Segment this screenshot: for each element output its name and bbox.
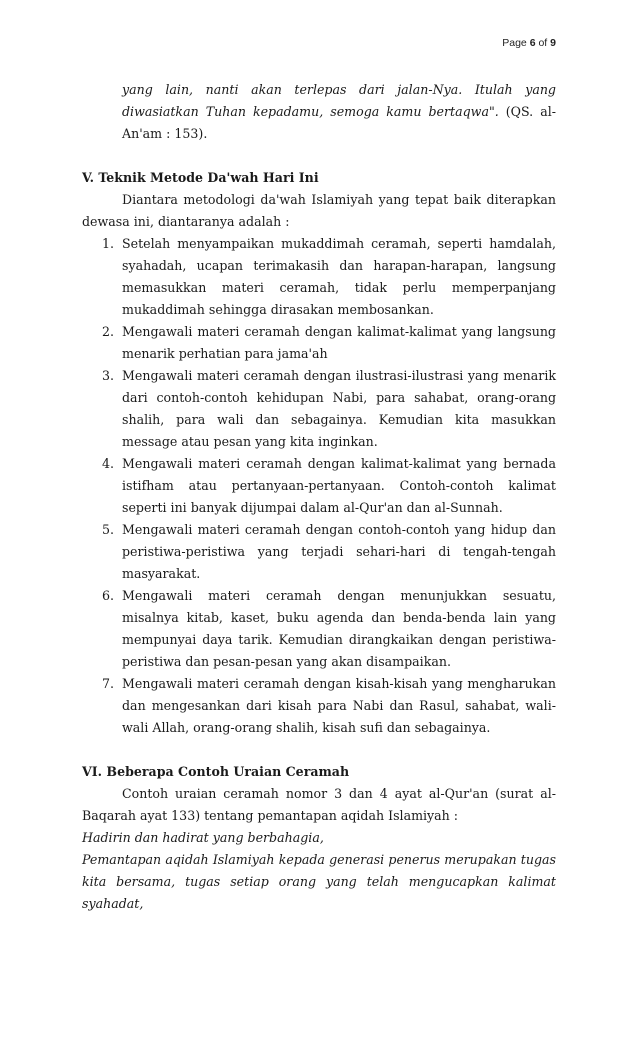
list-item-text: Mengawali materi ceramah dengan ilustrasi-ilustrasi yang menarik dari contoh-contoh kehidupan Nabi, para sahabat, orang-orang shalih, para wali dan sebagainya. Kemudian kita masukkan message atau pesan yang kita inginkan.	[122, 368, 556, 449]
list-item	[82, 519, 556, 585]
list-item	[82, 453, 556, 519]
list-item-number: 7.	[102, 676, 115, 691]
list-item	[82, 673, 556, 739]
list-item-text: Mengawali materi ceramah dengan kisah-kisah yang mengharukan dan mengesankan dari kisah para Nabi dan Rasul, sahabat, wali-wali Allah, orang-orang shalih, kisah sufi dan sebagainya.	[122, 676, 556, 735]
section-5-heading: V. Teknik Metode Da'wah Hari Ini	[82, 170, 319, 185]
list-item-number: 2.	[102, 324, 115, 339]
section-5-intro: Diantara metodologi da'wah Islamiyah yang tepat baik diterapkan dewasa ini, diantaranya adalah :	[82, 192, 556, 229]
list-item-number: 1.	[102, 236, 115, 251]
list-item-text: Mengawali materi ceramah dengan contoh-contoh yang hidup dan peristiwa-peristiwa yang terjadi sehari-hari di tengah-tengah masyarakat.	[122, 522, 556, 581]
page-number-prefix: Page	[502, 37, 527, 49]
list-item-text: Mengawali materi ceramah dengan menunjukkan sesuatu, misalnya kitab, kaset, buku agenda dan benda-benda lain yang mempunyai daya tarik. Kemudian dirangkaikan dengan peristiwa-peristiwa dan pesan-pesan yang akan disampaikan.	[122, 588, 556, 669]
list-item	[82, 233, 556, 321]
list-item-number: 4.	[102, 456, 115, 471]
list-item-number: 5.	[102, 522, 115, 537]
list-item	[82, 365, 556, 453]
quote-citation: (QS. al-An'am : 153).	[122, 104, 556, 141]
list-item-text: Mengawali materi ceramah dengan kalimat-kalimat yang langsung menarik perhatian para jama'ah	[122, 324, 556, 361]
quote-text: yang lain, nanti akan terlepas dari jalan-Nya. Itulah yang diwasiatkan Tuhan kepadamu, semoga kamu bertaqwa".	[122, 82, 556, 119]
page-number-of: of	[538, 37, 548, 49]
page-number-current: 6	[529, 37, 536, 49]
page-number-total: 9	[550, 37, 556, 49]
quote-paragraph	[82, 79, 556, 145]
page-content	[82, 79, 556, 915]
list-item-number: 6.	[102, 588, 115, 603]
list-item	[82, 321, 556, 365]
section-6-heading: VI. Beberapa Contoh Uraian Ceramah	[82, 764, 350, 779]
page-number	[502, 37, 556, 49]
sermon-body: Pemantapan aqidah Islamiyah kepada generasi penerus merupakan tugas kita bersama, tugas setiap orang yang telah mengucapkan kalimat syahadat,	[82, 852, 556, 911]
list-item-text: Mengawali materi ceramah dengan kalimat-kalimat yang bernada istifham atau pertanyaan-pertanyaan. Contoh-contoh kalimat seperti ini banyak dijumpai dalam al-Qur'an dan al-Sunnah.	[122, 456, 556, 515]
sermon-greeting: Hadirin dan hadirat yang berbahagia,	[82, 830, 324, 845]
list-item	[82, 585, 556, 673]
list-item-text: Setelah menyampaikan mukaddimah ceramah, seperti hamdalah, syahadah, ucapan terimakasih dan harapan-harapan, langsung memasukkan materi ceramah, tidak perlu memperpanjang mukaddimah sehingga dirasakan membosankan.	[122, 236, 556, 317]
list-item-number: 3.	[102, 368, 115, 383]
method-list	[82, 233, 556, 739]
section-6-intro: Contoh uraian ceramah nomor 3 dan 4 ayat al-Qur'an (surat al-Baqarah ayat 133) tentang pemantapan aqidah Islamiyah :	[82, 786, 556, 823]
